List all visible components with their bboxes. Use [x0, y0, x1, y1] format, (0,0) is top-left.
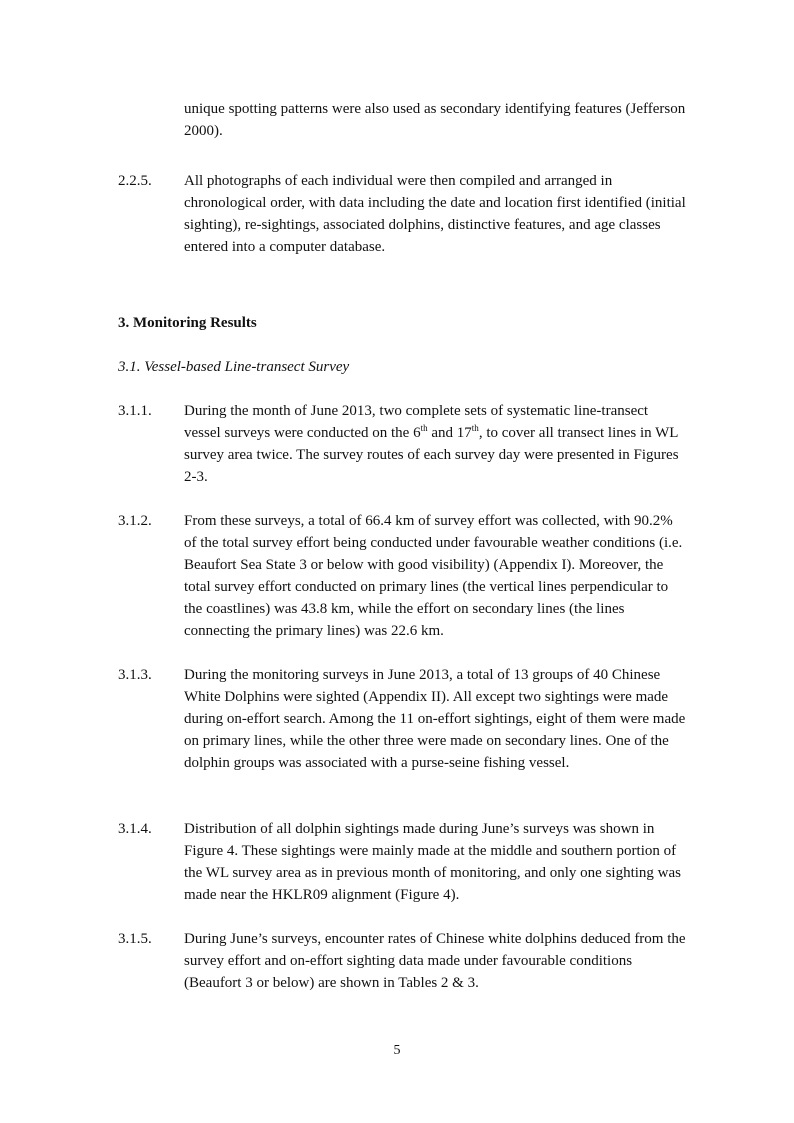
paragraph-text: From these surveys, a total of 66.4 km of survey effort was collected, with 90.2% of the total survey effort being conducted under favourable weather conditions (i.e. Beaufort Sea State 3 or below with good visibility) (Appendix I). Moreover, the total survey effort conducted on primary lines (the vertical lines perpendicular to the coastlines) was 43.8 km, while the effort on secondary lines (the lines connecting the primary lines) was 22.6 km.: [184, 513, 683, 639]
paragraph-text: All photographs of each individual were then compiled and arranged in chronological order, with data including the date and location first identified (initial sighting), re-sightings, associated dolphins, distinctive features, and age classes entered into a computer database.: [184, 173, 686, 255]
paragraph-text: During the month of June 2013, two complete sets of systematic line-transect vessel surveys were conducted on the 6th and 17th, to cover all transect lines in WL survey area twice. The survey routes of each survey day were presented in Figures 2-3.: [184, 403, 679, 485]
subsection-heading-3-1: 3.1. Vessel-based Line-transect Survey: [118, 359, 350, 375]
paragraph-number: 2.2.5.: [118, 173, 152, 189]
paragraph-3-1-2: [118, 510, 698, 642]
paragraph-number: 3.1.5.: [118, 931, 152, 947]
page-number: 5: [393, 1043, 401, 1058]
paragraph-number: 3.1.2.: [118, 513, 152, 529]
paragraph-number: 3.1.3.: [118, 667, 152, 683]
paragraph-3-1-1: [118, 400, 698, 488]
paragraph-number: 3.1.4.: [118, 821, 152, 837]
paragraph-text: During the monitoring surveys in June 2013, a total of 13 groups of 40 Chinese White Dolphins were sighted (Appendix II). All except two sightings were made during on-effort search. Among the 11 on-effort sightings, eight of them were made on primary lines, while the other three were made on secondary lines. One of the dolphin groups was associated with a purse-seine fishing vessel.: [184, 667, 686, 771]
paragraph-3-1-5: [118, 928, 698, 994]
paragraph-text: Distribution of all dolphin sightings made during June’s surveys was shown in Figure 4. These sightings were mainly made at the middle and southern portion of the WL survey area as in previous month of monitoring, and only one sighting was made near the HKLR09 alignment (Figure 4).: [184, 821, 681, 903]
paragraph-number: 3.1.1.: [118, 403, 152, 419]
paragraph-3-1-4: [118, 818, 698, 906]
section-heading-3: 3. Monitoring Results: [118, 315, 257, 331]
paragraph-text: During June’s surveys, encounter rates of Chinese white dolphins deduced from the survey effort and on-effort sighting data made under favourable conditions (Beaufort 3 or below) are shown in Tables 2 & 3.: [184, 931, 686, 991]
paragraph-3-1-3: [118, 664, 698, 774]
continuation-paragraph: unique spotting patterns were also used as secondary identifying features (Jefferson 2000).: [184, 101, 686, 139]
paragraph-2-2-5: [118, 170, 698, 258]
